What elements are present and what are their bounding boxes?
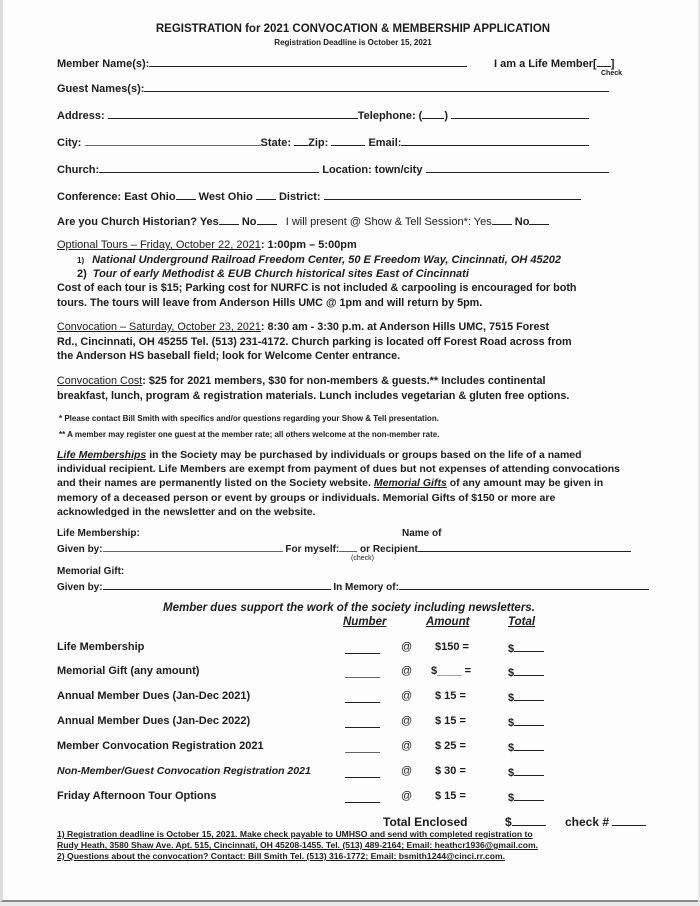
show-tell-no-label: No [514,216,530,228]
dollar-sign: $ [508,742,515,754]
check-number-label: check # [565,815,610,829]
tour-cost-line: Cost of each tour is $15; Parking cost for NURFC is not included & carpooling is encouraged for both [57,282,577,294]
show-tell-yes-input[interactable] [492,214,512,225]
cost-line: breakfast, lunch, program & registration materials. Lunch includes vegetarian & gluten free options. [57,389,570,402]
life-member-label: I am a Life Member[ [494,58,597,70]
email-input[interactable] [401,135,589,146]
church-label: Church: [57,164,100,176]
given-by-label: Given by: [57,544,103,555]
dues-number-input[interactable] [345,742,380,753]
dues-total-input[interactable] [514,690,544,701]
convocation-cost-text [57,374,569,403]
memorial-gift-label: Memorial Gift: [57,566,125,577]
life-given-by-input[interactable] [103,541,283,552]
dues-number-input[interactable] [345,643,380,654]
dues-number-input[interactable] [345,667,380,678]
dollar-sign: $ [508,667,515,679]
at-sign: @ [401,715,413,727]
location-label: Location: town/city [322,164,423,176]
show-tell-no-input[interactable] [529,214,549,225]
bracket: ] [610,58,615,70]
tours-heading: Optional Tours – Friday, October 22, 2021 [57,239,261,251]
dues-amount: $ 15 = [435,715,466,727]
member-names-label: Member Name(s): [57,58,150,70]
at-sign: @ [401,765,413,777]
life-line: acknowledged in the newsletter and on the website. [57,505,316,518]
form-title: REGISTRATION for 2021 CONVOCATION & MEMBERSHIP APPLICATION [155,23,551,35]
dues-row-label: Life Membership [57,641,145,653]
life-line: and their names are permanently listed on the Society website. [57,477,374,490]
historian-label: Are you Church Historian? Yes [57,216,219,228]
address-row [57,108,589,122]
city-row [57,135,589,149]
footer-line: 1) Registration deadline is October 15, 2021. Make check payable to UMHSO and send with completed registration to [57,829,533,839]
zip-input[interactable] [331,135,365,146]
for-myself-label: For myself: [285,544,340,555]
convocation-heading: Convocation – Saturday, October 23, 2021 [57,321,261,333]
convocation-cost-heading: Convocation Cost [57,375,143,387]
dues-row-label: Memorial Gift (any amount) [57,665,200,677]
east-ohio-input[interactable] [176,189,196,200]
tour-item-text: Tour of early Methodist & EUB Church historical sites East of Cincinnati [92,268,469,280]
dollar-sign: $ [508,643,515,655]
zip-label: Zip: [308,137,329,149]
or-label: or [360,544,371,555]
location-input[interactable] [426,162,609,173]
historian-row [57,214,549,228]
church-row [57,162,609,176]
dues-amount: $ 25 = [435,740,466,752]
district-input[interactable] [324,189,581,200]
state-input[interactable] [294,135,308,146]
tour-item-num: 1) [77,256,85,265]
west-ohio-input[interactable] [256,189,276,200]
convocation-text [57,320,572,364]
guest-names-input[interactable] [144,81,609,92]
col-amount-header: Amount [426,616,470,628]
guest-names-label: Guest Names(s): [57,83,145,95]
check-hint: (check) [351,555,374,562]
dues-number-input[interactable] [345,692,380,703]
dues-number-input[interactable] [345,792,380,803]
dues-total-input[interactable] [514,790,544,801]
life-membership-label: Life Membership: [57,528,140,539]
tour-item-2 [77,268,469,280]
dues-total-input[interactable] [514,641,544,652]
memorial-given-by-row [57,579,649,593]
city-label: City: [57,137,82,149]
dues-number-input[interactable] [345,717,380,728]
total-enclosed-label: Total Enclosed [383,815,468,829]
dues-total-input[interactable] [514,665,544,676]
in-memory-of-label: In Memory of: [333,582,399,593]
email-label: Email: [368,137,402,149]
dollar-sign: $ [508,692,515,704]
church-input[interactable] [99,162,319,173]
convocation-line: the Anderson HS baseball field; look for Welcome Center entrance. [57,350,401,362]
member-names-row [57,56,467,70]
telephone-label: Telephone: ( [357,110,423,122]
dues-amount: $____ = [431,665,472,677]
dollar-sign: $ [508,767,515,779]
dues-row-label: Non-Member/Guest Convocation Registration 2021 [57,765,311,777]
dues-amount: $ 30 = [435,765,466,777]
check-note: Check [601,70,623,77]
dues-amount: $150 = [435,641,469,653]
conference-label: Conference: East Ohio [57,191,176,203]
life-given-by-row [57,541,631,555]
dues-row-label: Friday Afternoon Tour Options [57,790,217,802]
name-of-label: Name of [402,528,442,539]
show-tell-label: I will present @ Show & Tell Session*: Yes [285,216,492,228]
tour-cost-line: tours. The tours will leave from Anderson Hills UMC @ 1pm and will return by 5pm. [57,296,483,309]
at-sign: @ [401,665,413,677]
total-enclosed-row [505,815,546,829]
city-input[interactable] [85,135,261,146]
footnote-guest-rate: ** A member may register one guest at the member rate; all others welcome at the non-member rate. [59,430,440,439]
dollar-sign: $ [508,792,515,804]
dues-row-label: Member Convocation Registration 2021 [57,740,264,752]
life-member-checkbox[interactable] [597,56,611,67]
dues-row-label: Annual Member Dues (Jan-Dec 2022) [57,715,251,727]
recipient-label: Recipient [372,544,418,555]
check-number-row [565,815,646,829]
life-line: of any amount may be given in [446,477,604,490]
recipient-input[interactable] [418,541,631,552]
tours-heading-row [57,239,357,251]
memorial-given-by-input[interactable] [103,579,331,590]
paren: ) [444,110,448,122]
footer-line: 2) Questions about the convocation? Contact: Bill Smith Tel. (513) 316-1772; Email: bsmith1244@cinci.rr.com. [57,851,506,861]
at-sign: @ [401,690,413,702]
conference-row [57,189,581,203]
tour-cost-text [57,281,577,310]
telephone-input[interactable] [451,108,589,119]
col-total-header: Total [508,616,536,628]
area-code-input[interactable] [422,108,444,119]
dues-amount: $ 15 = [435,790,466,802]
address-label: Address: [57,110,105,122]
life-line: in the Society may be purchased by individuals or groups based on the life of a named [146,449,582,461]
in-memory-of-input[interactable] [399,579,649,590]
west-ohio-label: West Ohio [198,191,253,203]
check-number-input[interactable] [612,815,646,826]
tour-item-num: 2) [77,268,87,280]
col-number-header: Number [343,616,387,628]
tours-time: : 1:00pm – 5:00pm [260,239,357,251]
life-memberships-heading: Life Memberships [57,449,147,461]
dues-total-input[interactable] [514,765,544,776]
dues-total-input[interactable] [514,740,544,751]
footnote-show-tell: * Please contact Bill Smith with specifics and/or questions regarding your Show & Tell presentation. [59,414,439,423]
life-line: individual recipient. Life Members are exempt from payment of dues but not expenses of attending convocations [57,463,621,476]
memorial-gifts-heading: Memorial Gifts [373,477,447,490]
footer-instructions [57,829,538,862]
dues-total-input[interactable] [514,715,544,726]
dues-number-input[interactable] [345,767,380,778]
for-myself-checkbox[interactable] [339,541,357,552]
tour-item-1 [77,254,561,266]
convocation-line: : 8:30 am - 3:30 p.m. at Anderson Hills UMC, 7515 Forest [260,321,550,333]
historian-no-label: No [241,216,257,228]
dollar-sign: $ [508,717,515,729]
district-label: District: [278,191,321,203]
address-input[interactable] [108,108,358,119]
at-sign: @ [401,740,413,752]
at-sign: @ [401,790,413,802]
given-by-label: Given by: [57,582,103,593]
historian-yes-input[interactable] [219,214,239,225]
life-memberships-text [57,448,620,519]
guest-names-row [57,81,609,95]
life-member-row [494,56,614,70]
life-line: memory of a deceased person or event by groups or individuals. Memorial Gifts of $150 or more are [57,491,556,504]
total-enclosed-input[interactable] [512,815,546,826]
historian-no-input[interactable] [257,214,277,225]
dollar-sign: $ [505,815,512,829]
dues-row-label: Annual Member Dues (Jan-Dec 2021) [57,690,251,702]
registration-deadline: Registration Deadline is October 15, 2021 [274,38,432,47]
at-sign: @ [401,641,413,653]
convocation-line: Rd., Cincinnati, OH 45255 Tel. (513) 231-4172. Church parking is located off Forest Road across from [57,335,572,348]
dues-tagline: Member dues support the work of the society including newsletters. [163,602,535,614]
member-names-input[interactable] [149,56,467,67]
tour-item-text: National Underground Railroad Freedom Center, 50 E Freedom Way, Cincinnati, OH 45202 [92,254,561,266]
footer-line: Rudy Heath, 3580 Shaw Ave. Apt. 515, Cincinnati, OH 45208-1455. Tel. (513) 489-2164; Email: heathcr1936@gmail.com. [57,840,539,850]
state-label: State: [260,137,292,149]
dues-amount: $ 15 = [435,690,466,702]
cost-line: : $25 for 2021 members, $30 for non-members & guests.** Includes continental [142,375,546,387]
